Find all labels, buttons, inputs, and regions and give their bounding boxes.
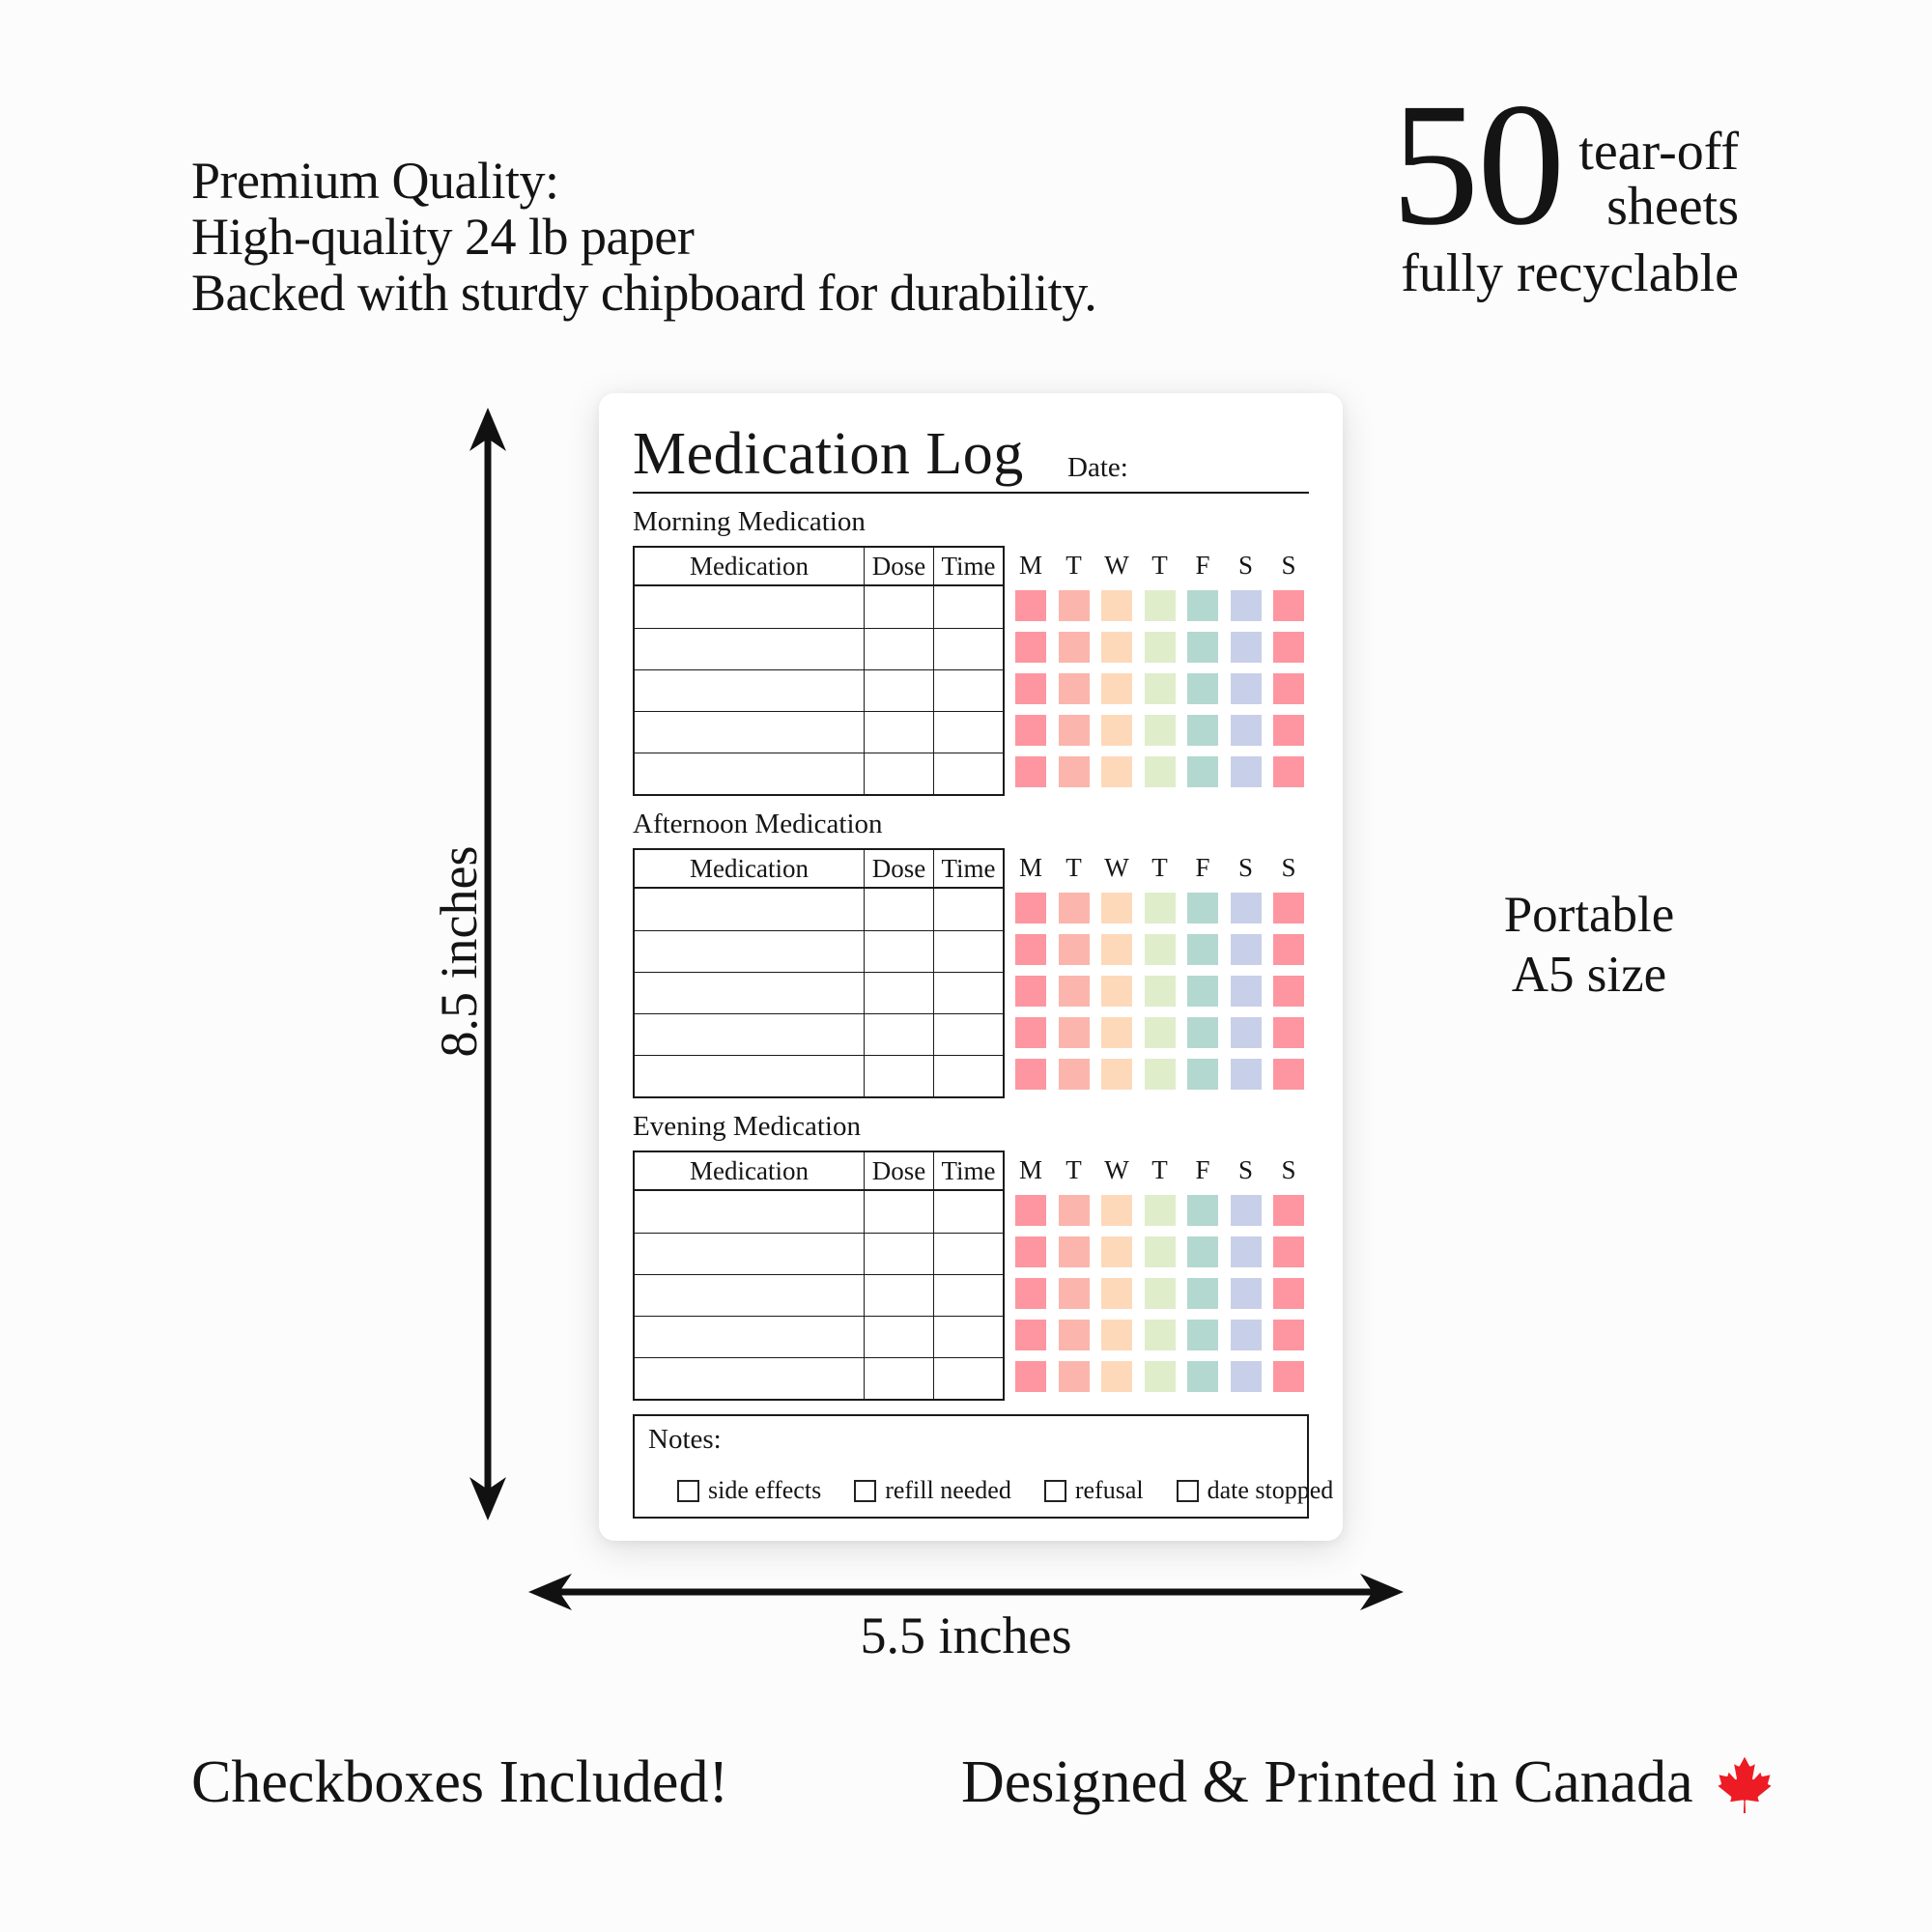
- day-checkbox-square: [1015, 715, 1046, 746]
- sheet-count-number: 50: [1391, 68, 1564, 262]
- day-checkbox-square: [1187, 1320, 1218, 1350]
- table-empty-cell: [864, 669, 933, 711]
- day-checkbox-square: [1101, 1320, 1132, 1350]
- table-header-cell: Time: [933, 850, 1003, 889]
- day-checkbox-square: [1273, 1278, 1304, 1309]
- day-letter: W: [1104, 852, 1129, 882]
- premium-quality-line: High-quality 24 lb paper: [191, 208, 695, 266]
- day-letter: M: [1018, 1154, 1042, 1184]
- medication-section: [633, 1110, 1309, 1401]
- premium-quality-line: Premium Quality:: [191, 152, 559, 210]
- checkbox-icon: [1044, 1480, 1066, 1502]
- day-square-grid: [1015, 1189, 1304, 1397]
- table-empty-cell: [864, 1191, 933, 1233]
- day-checkbox-square: [1101, 756, 1132, 787]
- title-underline: [633, 492, 1309, 494]
- table-empty-cell: [864, 753, 933, 794]
- day-checkbox-square: [1273, 590, 1304, 621]
- notes-checkbox-item: [854, 1476, 1011, 1505]
- day-checkbox-square: [1273, 893, 1304, 923]
- table-empty-cell: [864, 930, 933, 972]
- checkbox-label: date stopped: [1207, 1476, 1334, 1504]
- day-letter: S: [1237, 852, 1254, 882]
- medication-table: [633, 848, 1005, 1098]
- table-empty-cell: [635, 889, 864, 930]
- day-letter: T: [1151, 1154, 1168, 1184]
- size-line: A5 size: [1511, 947, 1667, 1003]
- day-checkbox-square: [1231, 715, 1262, 746]
- day-checkbox-square: [1273, 1059, 1304, 1090]
- table-empty-cell: [933, 930, 1003, 972]
- day-checkbox-square: [1059, 1017, 1090, 1048]
- day-checkbox-square: [1101, 715, 1132, 746]
- day-checkbox-square: [1101, 893, 1132, 923]
- checkbox-icon: [854, 1480, 876, 1502]
- checkbox-icon: [677, 1480, 699, 1502]
- day-checkbox-square: [1231, 673, 1262, 704]
- table-empty-cell: [864, 711, 933, 753]
- tear-off-label: tear-off: [1578, 122, 1739, 183]
- table-empty-cell: [933, 711, 1003, 753]
- table-empty-cell: [864, 1357, 933, 1399]
- day-letter-row: [1015, 848, 1304, 887]
- portable-line: Portable: [1503, 887, 1675, 943]
- day-checkbox-square: [1101, 1236, 1132, 1267]
- day-checkbox-square: [1059, 893, 1090, 923]
- day-letter: T: [1065, 852, 1082, 882]
- table-empty-cell: [933, 586, 1003, 628]
- day-checkbox-square: [1015, 976, 1046, 1007]
- section-body: [633, 848, 1309, 1098]
- day-checkbox-square: [1059, 715, 1090, 746]
- day-checkbox-square: [1059, 1195, 1090, 1226]
- table-empty-cell: [933, 1013, 1003, 1055]
- table-empty-cell: [635, 1316, 864, 1357]
- table-empty-cell: [933, 1233, 1003, 1274]
- day-checkbox-square: [1145, 715, 1176, 746]
- day-checkbox-square: [1059, 590, 1090, 621]
- table-empty-cell: [635, 628, 864, 669]
- day-square-grid: [1015, 887, 1304, 1094]
- day-checkbox-square: [1187, 1278, 1218, 1309]
- medication-table: [633, 1151, 1005, 1401]
- day-checkbox-square: [1273, 1236, 1304, 1267]
- day-checkbox-square: [1059, 1320, 1090, 1350]
- day-checkbox-square: [1145, 1236, 1176, 1267]
- day-checkbox-square: [1187, 1236, 1218, 1267]
- medication-section: [633, 505, 1309, 796]
- day-letter: S: [1237, 550, 1254, 580]
- day-letter: T: [1151, 550, 1168, 580]
- day-checkbox-square: [1231, 1059, 1262, 1090]
- table-empty-cell: [635, 669, 864, 711]
- checkbox-label: refusal: [1074, 1476, 1144, 1504]
- day-checkbox-square: [1101, 1195, 1132, 1226]
- day-checkbox-square: [1015, 632, 1046, 663]
- day-checkbox-square: [1015, 1278, 1046, 1309]
- section-body: [633, 546, 1309, 796]
- day-letter: S: [1237, 1154, 1254, 1184]
- day-checkbox-square: [1101, 934, 1132, 965]
- day-checkbox-square: [1231, 1320, 1262, 1350]
- table-empty-cell: [933, 753, 1003, 794]
- sheet-title: Medication Log: [633, 421, 1024, 487]
- day-checkbox-square: [1187, 934, 1218, 965]
- day-checkbox-square: [1059, 1236, 1090, 1267]
- day-checkbox-square: [1187, 673, 1218, 704]
- table-empty-cell: [635, 586, 864, 628]
- table-empty-cell: [933, 889, 1003, 930]
- day-checkbox-square: [1015, 1059, 1046, 1090]
- medication-section: [633, 808, 1309, 1098]
- day-checkbox-square: [1145, 756, 1176, 787]
- day-checkbox-square: [1145, 1059, 1176, 1090]
- day-checkbox-square: [1273, 934, 1304, 965]
- day-checkbox-square: [1059, 1059, 1090, 1090]
- day-checkbox-square: [1015, 1361, 1046, 1392]
- table-empty-cell: [933, 628, 1003, 669]
- day-checkbox-square: [1059, 976, 1090, 1007]
- day-checkbox-square: [1273, 976, 1304, 1007]
- day-checkbox-square: [1145, 976, 1176, 1007]
- day-letter: S: [1281, 550, 1296, 580]
- day-letter: S: [1281, 852, 1296, 882]
- table-empty-cell: [635, 753, 864, 794]
- day-letter: T: [1065, 1154, 1082, 1184]
- table-header-cell: Medication: [635, 1152, 864, 1191]
- checkbox-label: side effects: [708, 1476, 822, 1504]
- day-checkbox-square: [1101, 673, 1132, 704]
- premium-quality-line: Backed with sturdy chipboard for durability.: [191, 264, 1097, 322]
- day-checkbox-square: [1145, 590, 1176, 621]
- medication-table: [633, 546, 1005, 796]
- date-label: Date:: [1067, 452, 1128, 483]
- day-checkbox-square: [1145, 1017, 1176, 1048]
- day-checkbox-square: [1273, 1320, 1304, 1350]
- day-checkbox-square: [1187, 756, 1218, 787]
- table-empty-cell: [864, 1316, 933, 1357]
- day-checkbox-square: [1145, 1278, 1176, 1309]
- day-checkbox-square: [1101, 1361, 1132, 1392]
- section-label: Evening Medication: [633, 1111, 861, 1142]
- maple-leaf-icon: [1717, 1753, 1773, 1813]
- day-checkbox-square: [1187, 1195, 1218, 1226]
- day-checkbox-square: [1187, 1017, 1218, 1048]
- day-checkbox-square: [1015, 1320, 1046, 1350]
- day-checkbox-square: [1059, 632, 1090, 663]
- table-empty-cell: [635, 1274, 864, 1316]
- day-checkbox-square: [1059, 756, 1090, 787]
- day-checkbox-square: [1231, 976, 1262, 1007]
- table-empty-cell: [933, 972, 1003, 1013]
- day-letter: M: [1018, 852, 1042, 882]
- sheet-count-block: [1391, 68, 1739, 304]
- day-checkbox-square: [1187, 976, 1218, 1007]
- day-letter: F: [1195, 550, 1210, 580]
- day-checkbox-square: [1231, 1236, 1262, 1267]
- day-checkbox-square: [1187, 590, 1218, 621]
- medication-log-sheet: [599, 393, 1343, 1541]
- day-checkbox-square: [1231, 1195, 1262, 1226]
- table-empty-cell: [635, 1233, 864, 1274]
- day-checkbox-square: [1101, 1278, 1132, 1309]
- section-body: [633, 1151, 1309, 1401]
- day-checkbox-square: [1187, 715, 1218, 746]
- day-checkbox-square: [1187, 1361, 1218, 1392]
- day-letter: F: [1195, 1154, 1210, 1184]
- day-checkbox-square: [1273, 1195, 1304, 1226]
- day-checkbox-square: [1015, 756, 1046, 787]
- day-checkbox-square: [1273, 715, 1304, 746]
- table-empty-cell: [635, 1357, 864, 1399]
- day-tracker: [1015, 546, 1304, 796]
- table-empty-cell: [635, 1191, 864, 1233]
- table-empty-cell: [933, 669, 1003, 711]
- day-checkbox-square: [1059, 673, 1090, 704]
- day-checkbox-square: [1231, 756, 1262, 787]
- day-checkbox-square: [1231, 632, 1262, 663]
- day-checkbox-square: [1015, 1017, 1046, 1048]
- day-letter: M: [1018, 550, 1042, 580]
- day-checkbox-square: [1187, 1059, 1218, 1090]
- day-letter: T: [1065, 550, 1082, 580]
- day-checkbox-square: [1187, 893, 1218, 923]
- day-letter-row: [1015, 1151, 1304, 1189]
- day-checkbox-square: [1101, 632, 1132, 663]
- day-checkbox-square: [1231, 1361, 1262, 1392]
- day-checkbox-square: [1231, 893, 1262, 923]
- made-in-canada-label: Designed & Printed in Canada: [961, 1749, 1693, 1815]
- day-letter-row: [1015, 546, 1304, 584]
- day-checkbox-square: [1101, 976, 1132, 1007]
- table-empty-cell: [864, 889, 933, 930]
- checkbox-label: refill needed: [885, 1476, 1011, 1504]
- sheets-label: sheets: [1606, 177, 1739, 238]
- table-header-cell: Dose: [864, 850, 933, 889]
- table-empty-cell: [635, 711, 864, 753]
- section-label: Morning Medication: [633, 506, 866, 537]
- notes-checkbox-row: [677, 1476, 1333, 1505]
- height-dimension-label: 8.5 inches: [430, 845, 488, 1058]
- table-empty-cell: [933, 1274, 1003, 1316]
- table-header-cell: Time: [933, 1152, 1003, 1191]
- day-checkbox-square: [1145, 893, 1176, 923]
- day-letter: T: [1151, 852, 1168, 882]
- table-header-cell: Medication: [635, 548, 864, 586]
- day-tracker: [1015, 1151, 1304, 1401]
- table-empty-cell: [635, 972, 864, 1013]
- table-empty-cell: [933, 1055, 1003, 1096]
- day-checkbox-square: [1015, 1195, 1046, 1226]
- day-letter: F: [1195, 852, 1210, 882]
- day-checkbox-square: [1231, 590, 1262, 621]
- day-checkbox-square: [1015, 934, 1046, 965]
- day-checkbox-square: [1231, 934, 1262, 965]
- table-header-cell: Dose: [864, 1152, 933, 1191]
- notes-checkbox-item: [1044, 1476, 1144, 1505]
- table-empty-cell: [635, 1013, 864, 1055]
- day-checkbox-square: [1145, 934, 1176, 965]
- day-checkbox-square: [1273, 1017, 1304, 1048]
- day-checkbox-square: [1231, 1017, 1262, 1048]
- table-empty-cell: [635, 930, 864, 972]
- recyclable-label: fully recyclable: [1401, 243, 1739, 304]
- notes-label: Notes:: [648, 1424, 722, 1455]
- table-header-cell: Medication: [635, 850, 864, 889]
- checkbox-icon: [1177, 1480, 1199, 1502]
- day-checkbox-square: [1015, 1236, 1046, 1267]
- table-header-cell: Time: [933, 548, 1003, 586]
- day-checkbox-square: [1059, 1361, 1090, 1392]
- day-checkbox-square: [1059, 1278, 1090, 1309]
- day-checkbox-square: [1015, 590, 1046, 621]
- table-empty-cell: [864, 972, 933, 1013]
- day-checkbox-square: [1231, 1278, 1262, 1309]
- premium-quality-text: [191, 153, 1096, 321]
- notes-box: [633, 1414, 1334, 1519]
- day-checkbox-square: [1015, 893, 1046, 923]
- table-empty-cell: [635, 1055, 864, 1096]
- checkboxes-included-text: Checkboxes Included!: [191, 1749, 729, 1815]
- day-letter: W: [1104, 550, 1129, 580]
- notes-checkbox-item: [1177, 1476, 1334, 1505]
- day-checkbox-square: [1145, 1320, 1176, 1350]
- table-empty-cell: [864, 1274, 933, 1316]
- notes-checkbox-item: [677, 1476, 821, 1505]
- day-letter: W: [1104, 1154, 1129, 1184]
- day-checkbox-square: [1145, 1361, 1176, 1392]
- table-empty-cell: [933, 1357, 1003, 1399]
- day-checkbox-square: [1145, 1195, 1176, 1226]
- medication-sections: [633, 505, 1309, 1401]
- table-empty-cell: [864, 1055, 933, 1096]
- day-tracker: [1015, 848, 1304, 1098]
- day-checkbox-square: [1101, 590, 1132, 621]
- day-checkbox-square: [1101, 1059, 1132, 1090]
- day-letter: S: [1281, 1154, 1296, 1184]
- day-checkbox-square: [1273, 1361, 1304, 1392]
- day-checkbox-square: [1101, 1017, 1132, 1048]
- table-empty-cell: [864, 586, 933, 628]
- day-checkbox-square: [1145, 632, 1176, 663]
- width-dimension-label: 5.5 inches: [860, 1606, 1072, 1664]
- section-label: Afternoon Medication: [633, 809, 883, 839]
- table-empty-cell: [864, 1233, 933, 1274]
- day-checkbox-square: [1059, 934, 1090, 965]
- day-checkbox-square: [1273, 632, 1304, 663]
- day-checkbox-square: [1015, 673, 1046, 704]
- table-header-cell: Dose: [864, 548, 933, 586]
- portable-note: [1439, 885, 1739, 1005]
- table-empty-cell: [933, 1316, 1003, 1357]
- day-checkbox-square: [1187, 632, 1218, 663]
- day-square-grid: [1015, 584, 1304, 792]
- made-in-canada-text: [961, 1750, 1773, 1814]
- day-checkbox-square: [1273, 756, 1304, 787]
- day-checkbox-square: [1145, 673, 1176, 704]
- table-empty-cell: [864, 628, 933, 669]
- day-checkbox-square: [1273, 673, 1304, 704]
- table-empty-cell: [933, 1191, 1003, 1233]
- table-empty-cell: [864, 1013, 933, 1055]
